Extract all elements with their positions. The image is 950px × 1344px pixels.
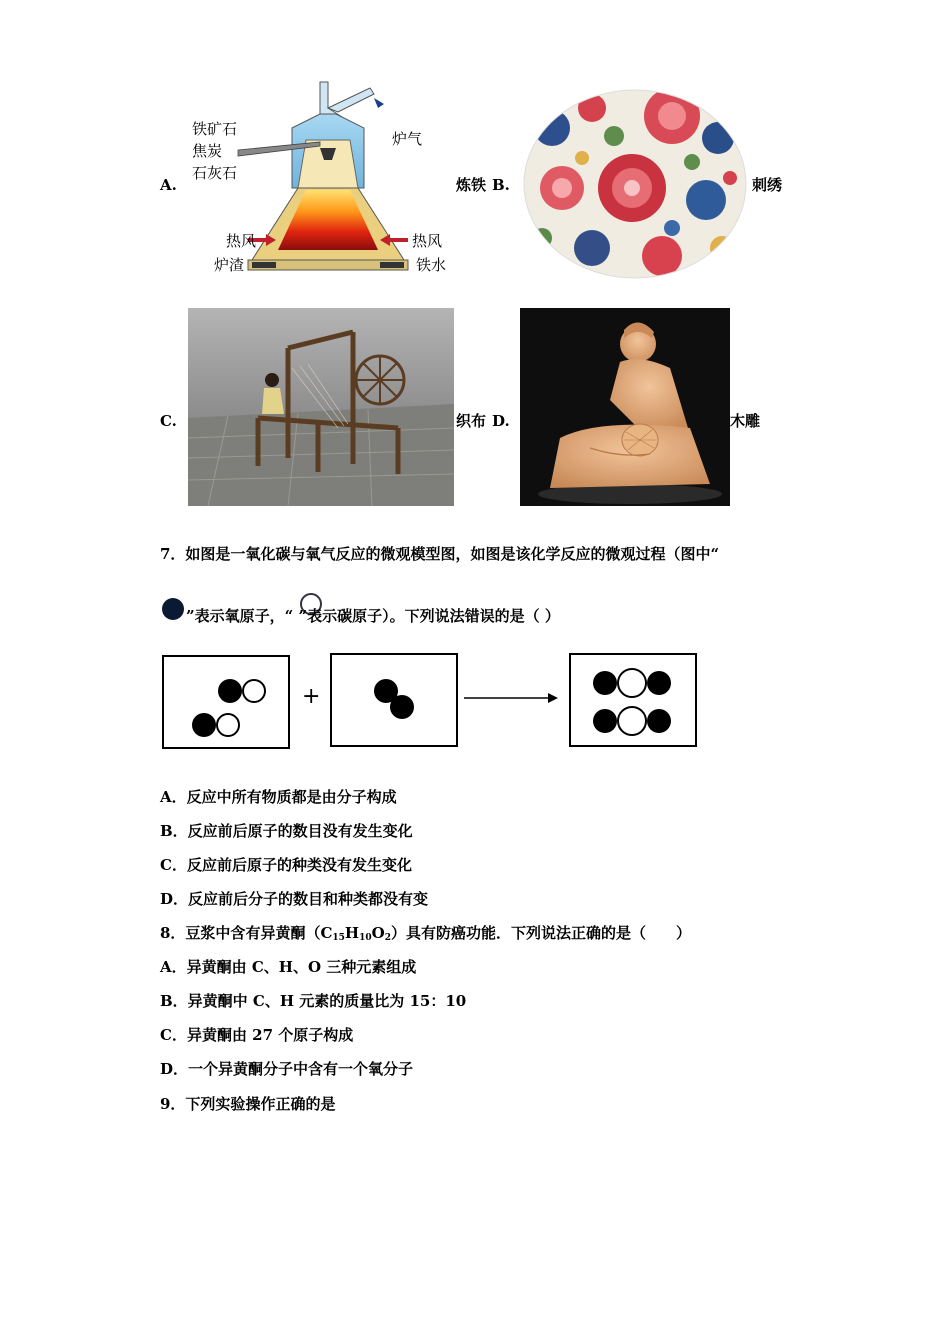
q7-option-a: A．反应中所有物质都是由分子构成 bbox=[160, 788, 397, 806]
furnace-label-gas: 炉气 bbox=[392, 130, 423, 148]
q8-option-d: D．一个异黄酮分子中含有一个氧分子 bbox=[160, 1060, 414, 1078]
carbon-atom bbox=[216, 713, 240, 737]
q8-stem-post: ）具有防癌功能．下列说法正确的是（ ） bbox=[390, 924, 691, 942]
q7-stem-line1: 7．如图是一氧化碳与氧气反应的微观模型图，如图是该化学反应的微观过程（图中“ bbox=[160, 545, 720, 563]
furnace-label-molten-iron: 铁水 bbox=[416, 256, 447, 274]
oxygen-atom bbox=[647, 671, 671, 695]
blast-furnace-diagram bbox=[188, 78, 458, 278]
oxygen-atom-legend-icon bbox=[162, 598, 184, 620]
q8-option-c: C．异黄酮由 27 个原子构成 bbox=[160, 1026, 354, 1044]
furnace-label-ore: 铁矿石 bbox=[192, 120, 238, 138]
formula-sub-o: 2 bbox=[384, 933, 391, 943]
wood-carving-svg bbox=[520, 308, 730, 506]
option-c-caption: 织布 bbox=[456, 412, 487, 430]
q7-option-d: D．反应前后分子的数目和种类都没有变 bbox=[160, 890, 429, 908]
q8-stem bbox=[160, 924, 691, 947]
q8-option-a: A．异黄酮由 C、H、O 三种元素组成 bbox=[160, 958, 417, 976]
oxygen-atom bbox=[390, 695, 414, 719]
furnace-label-hot-air-left: 热风 bbox=[226, 232, 257, 250]
option-a-caption: 炼铁 bbox=[456, 176, 487, 194]
embroidery-image bbox=[522, 88, 748, 280]
reactant-co-box bbox=[162, 655, 290, 749]
formula-sub-h: 10 bbox=[359, 933, 372, 943]
furnace-label-group bbox=[192, 118, 237, 184]
furnace-label-slag: 炉渣 bbox=[214, 256, 245, 274]
q7-stem-line2: ”表示氧原子，“ ”表示碳原子）。下列说法错误的是（ ） bbox=[186, 607, 560, 625]
carbon-atom bbox=[617, 668, 647, 698]
oxygen-atom bbox=[593, 709, 617, 733]
furnace-label-limestone: 石灰石 bbox=[192, 164, 238, 182]
reactant-o2-box bbox=[330, 653, 458, 747]
option-b-caption: 刺绣 bbox=[752, 176, 783, 194]
q7-option-b: B．反应前后原子的数目没有发生变化 bbox=[160, 822, 413, 840]
loom-image bbox=[188, 308, 454, 506]
carbon-atom bbox=[242, 679, 266, 703]
q7-option-c: C．反应前后原子的种类没有发生变化 bbox=[160, 856, 412, 874]
option-d-label: D. bbox=[492, 412, 510, 430]
option-b-label: B. bbox=[492, 176, 510, 194]
formula-o: O bbox=[371, 924, 385, 942]
wood-carving-image bbox=[520, 308, 730, 506]
furnace-label-hot-air-right: 热风 bbox=[412, 232, 443, 250]
reaction-arrow bbox=[464, 690, 560, 706]
product-co2-box bbox=[569, 653, 697, 747]
option-d-caption: 木雕 bbox=[730, 412, 761, 430]
furnace-label-coke: 焦炭 bbox=[192, 142, 223, 160]
q8-stem-pre: 8．豆浆中含有异黄酮（C bbox=[160, 924, 333, 942]
formula-h: H bbox=[344, 924, 360, 942]
carbon-atom bbox=[617, 706, 647, 736]
formula-sub-c: 15 bbox=[332, 933, 345, 943]
oxygen-atom bbox=[218, 679, 242, 703]
oxygen-atom bbox=[192, 713, 216, 737]
q8-option-b: B．异黄酮中 C、H 元素的质量比为 15：10 bbox=[160, 992, 467, 1010]
option-a-label: A. bbox=[160, 176, 177, 194]
loom-svg bbox=[188, 308, 454, 506]
oxygen-atom bbox=[647, 709, 671, 733]
q9-stem: 9．下列实验操作正确的是 bbox=[160, 1095, 336, 1113]
oxygen-atom bbox=[593, 671, 617, 695]
plus-sign: + bbox=[302, 684, 321, 709]
option-c-label: C. bbox=[160, 412, 177, 430]
embroidery-svg bbox=[522, 88, 748, 280]
